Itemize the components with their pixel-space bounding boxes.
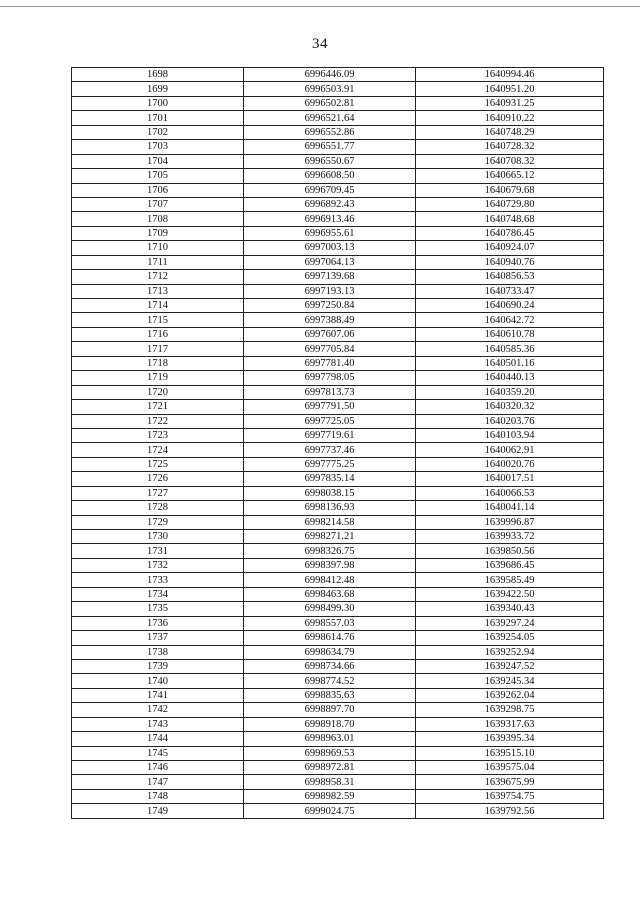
- x-coordinate-cell: 6997719.61: [244, 428, 416, 442]
- table-row: [72, 183, 604, 197]
- table-row: [72, 631, 604, 645]
- point-number-cell: 1737: [72, 631, 244, 645]
- x-coordinate-cell: 6997775.25: [244, 457, 416, 471]
- table-row: [72, 645, 604, 659]
- point-number-cell: 1742: [72, 703, 244, 717]
- point-number-cell: 1747: [72, 775, 244, 789]
- x-coordinate-cell: 6998463.68: [244, 587, 416, 601]
- x-coordinate-cell: 6996955.61: [244, 226, 416, 240]
- x-coordinate-cell: 6997064.13: [244, 255, 416, 269]
- x-coordinate-cell: 6997781.40: [244, 356, 416, 370]
- point-number-cell: 1734: [72, 587, 244, 601]
- point-number-cell: 1698: [72, 68, 244, 82]
- x-coordinate-cell: 6996892.43: [244, 197, 416, 211]
- y-coordinate-cell: 1640729.80: [416, 197, 604, 211]
- x-coordinate-cell: 6998634.79: [244, 645, 416, 659]
- y-coordinate-cell: 1639686.45: [416, 558, 604, 572]
- y-coordinate-cell: 1640066.53: [416, 486, 604, 500]
- y-coordinate-cell: 1640951.20: [416, 82, 604, 96]
- y-coordinate-cell: 1640708.32: [416, 154, 604, 168]
- y-coordinate-cell: 1639317.63: [416, 717, 604, 731]
- point-number-cell: 1730: [72, 530, 244, 544]
- point-number-cell: 1708: [72, 212, 244, 226]
- y-coordinate-cell: 1640940.76: [416, 255, 604, 269]
- point-number-cell: 1733: [72, 573, 244, 587]
- x-coordinate-cell: 6998897.70: [244, 703, 416, 717]
- y-coordinate-cell: 1639252.94: [416, 645, 604, 659]
- point-number-cell: 1745: [72, 746, 244, 760]
- x-coordinate-cell: 6998972.81: [244, 761, 416, 775]
- y-coordinate-cell: 1639933.72: [416, 530, 604, 544]
- table-row: [72, 573, 604, 587]
- table-row: [72, 616, 604, 630]
- table-row: [72, 486, 604, 500]
- point-number-cell: 1732: [72, 558, 244, 572]
- y-coordinate-cell: 1639675.99: [416, 775, 604, 789]
- point-number-cell: 1712: [72, 270, 244, 284]
- x-coordinate-cell: 6996608.50: [244, 169, 416, 183]
- x-coordinate-cell: 6997607.06: [244, 327, 416, 341]
- y-coordinate-cell: 1639262.04: [416, 688, 604, 702]
- table-row: [72, 761, 604, 775]
- point-number-cell: 1701: [72, 111, 244, 125]
- y-coordinate-cell: 1640020.76: [416, 457, 604, 471]
- y-coordinate-cell: 1640642.72: [416, 313, 604, 327]
- y-coordinate-cell: 1640320.32: [416, 400, 604, 414]
- x-coordinate-cell: 6997003.13: [244, 241, 416, 255]
- x-coordinate-cell: 6998969.53: [244, 746, 416, 760]
- y-coordinate-cell: 1639792.56: [416, 804, 604, 818]
- x-coordinate-cell: 6998963.01: [244, 732, 416, 746]
- point-number-cell: 1726: [72, 472, 244, 486]
- coordinates-table-body: [72, 68, 604, 819]
- table-row: [72, 82, 604, 96]
- point-number-cell: 1748: [72, 789, 244, 803]
- page-number: 34: [312, 36, 328, 52]
- x-coordinate-cell: 6996502.81: [244, 96, 416, 110]
- point-number-cell: 1715: [72, 313, 244, 327]
- point-number-cell: 1738: [72, 645, 244, 659]
- table-row: [72, 587, 604, 601]
- table-row: [72, 111, 604, 125]
- table-row: [72, 515, 604, 529]
- x-coordinate-cell: 6997139.68: [244, 270, 416, 284]
- y-coordinate-cell: 1639585.49: [416, 573, 604, 587]
- y-coordinate-cell: 1640748.29: [416, 125, 604, 139]
- point-number-cell: 1746: [72, 761, 244, 775]
- x-coordinate-cell: 6998038.15: [244, 486, 416, 500]
- point-number-cell: 1707: [72, 197, 244, 211]
- table-row: [72, 544, 604, 558]
- point-number-cell: 1740: [72, 674, 244, 688]
- x-coordinate-cell: 6998397.98: [244, 558, 416, 572]
- table-row: [72, 241, 604, 255]
- x-coordinate-cell: 6998734.66: [244, 659, 416, 673]
- point-number-cell: 1699: [72, 82, 244, 96]
- point-number-cell: 1731: [72, 544, 244, 558]
- x-coordinate-cell: 6997798.05: [244, 371, 416, 385]
- x-coordinate-cell: 6998835.63: [244, 688, 416, 702]
- table-row: [72, 284, 604, 298]
- table-row: [72, 443, 604, 457]
- table-row: [72, 96, 604, 110]
- table-row: [72, 558, 604, 572]
- table-row: [72, 688, 604, 702]
- point-number-cell: 1744: [72, 732, 244, 746]
- table-row: [72, 472, 604, 486]
- y-coordinate-cell: 1640665.12: [416, 169, 604, 183]
- table-row: [72, 68, 604, 82]
- table-row: [72, 371, 604, 385]
- table-row: [72, 197, 604, 211]
- y-coordinate-cell: 1640440.13: [416, 371, 604, 385]
- y-coordinate-cell: 1639422.50: [416, 587, 604, 601]
- point-number-cell: 1743: [72, 717, 244, 731]
- x-coordinate-cell: 6998614.76: [244, 631, 416, 645]
- point-number-cell: 1728: [72, 501, 244, 515]
- y-coordinate-cell: 1640585.36: [416, 342, 604, 356]
- point-number-cell: 1727: [72, 486, 244, 500]
- point-number-cell: 1721: [72, 400, 244, 414]
- x-coordinate-cell: 6997835.14: [244, 472, 416, 486]
- y-coordinate-cell: 1640856.53: [416, 270, 604, 284]
- table-row: [72, 804, 604, 818]
- point-number-cell: 1711: [72, 255, 244, 269]
- table-row: [72, 400, 604, 414]
- table-row: [72, 732, 604, 746]
- y-coordinate-cell: 1640690.24: [416, 299, 604, 313]
- table-row: [72, 659, 604, 673]
- point-number-cell: 1719: [72, 371, 244, 385]
- x-coordinate-cell: 6997737.46: [244, 443, 416, 457]
- y-coordinate-cell: 1639395.34: [416, 732, 604, 746]
- x-coordinate-cell: 6998774.52: [244, 674, 416, 688]
- point-number-cell: 1723: [72, 428, 244, 442]
- table-row: [72, 385, 604, 399]
- x-coordinate-cell: 6998412.48: [244, 573, 416, 587]
- x-coordinate-cell: 6996446.09: [244, 68, 416, 82]
- table-row: [72, 140, 604, 154]
- point-number-cell: 1725: [72, 457, 244, 471]
- point-number-cell: 1709: [72, 226, 244, 240]
- x-coordinate-cell: 6997388.49: [244, 313, 416, 327]
- point-number-cell: 1710: [72, 241, 244, 255]
- table-row: [72, 313, 604, 327]
- table-row: [72, 602, 604, 616]
- point-number-cell: 1736: [72, 616, 244, 630]
- y-coordinate-cell: 1639850.56: [416, 544, 604, 558]
- point-number-cell: 1716: [72, 327, 244, 341]
- table-row: [72, 342, 604, 356]
- x-coordinate-cell: 6998958.31: [244, 775, 416, 789]
- point-number-cell: 1703: [72, 140, 244, 154]
- point-number-cell: 1735: [72, 602, 244, 616]
- x-coordinate-cell: 6998326.75: [244, 544, 416, 558]
- point-number-cell: 1718: [72, 356, 244, 370]
- point-number-cell: 1702: [72, 125, 244, 139]
- point-number-cell: 1717: [72, 342, 244, 356]
- y-coordinate-cell: 1640910.22: [416, 111, 604, 125]
- y-coordinate-cell: 1640359.20: [416, 385, 604, 399]
- x-coordinate-cell: 6999024.75: [244, 804, 416, 818]
- y-coordinate-cell: 1639575.04: [416, 761, 604, 775]
- y-coordinate-cell: 1640786.45: [416, 226, 604, 240]
- x-coordinate-cell: 6996551.77: [244, 140, 416, 154]
- table-row: [72, 775, 604, 789]
- x-coordinate-cell: 6996913.46: [244, 212, 416, 226]
- y-coordinate-cell: 1640610.78: [416, 327, 604, 341]
- table-row: [72, 327, 604, 341]
- point-number-cell: 1739: [72, 659, 244, 673]
- table-row: [72, 169, 604, 183]
- y-coordinate-cell: 1640679.68: [416, 183, 604, 197]
- y-coordinate-cell: 1640728.32: [416, 140, 604, 154]
- table-row: [72, 717, 604, 731]
- y-coordinate-cell: 1639996.87: [416, 515, 604, 529]
- x-coordinate-cell: 6998918.70: [244, 717, 416, 731]
- y-coordinate-cell: 1640733.47: [416, 284, 604, 298]
- table-row: [72, 703, 604, 717]
- point-number-cell: 1700: [72, 96, 244, 110]
- x-coordinate-cell: 6997725.05: [244, 414, 416, 428]
- table-row: [72, 674, 604, 688]
- x-coordinate-cell: 6997791.50: [244, 400, 416, 414]
- y-coordinate-cell: 1639297.24: [416, 616, 604, 630]
- y-coordinate-cell: 1639515.10: [416, 746, 604, 760]
- point-number-cell: 1714: [72, 299, 244, 313]
- table-row: [72, 530, 604, 544]
- y-coordinate-cell: 1640924.07: [416, 241, 604, 255]
- x-coordinate-cell: 6998499.30: [244, 602, 416, 616]
- table-row: [72, 501, 604, 515]
- table-row: [72, 457, 604, 471]
- point-number-cell: 1704: [72, 154, 244, 168]
- top-rule: [0, 6, 640, 7]
- y-coordinate-cell: 1639254.05: [416, 631, 604, 645]
- x-coordinate-cell: 6996552.86: [244, 125, 416, 139]
- x-coordinate-cell: 6997813.73: [244, 385, 416, 399]
- y-coordinate-cell: 1640994.46: [416, 68, 604, 82]
- y-coordinate-cell: 1639245.34: [416, 674, 604, 688]
- table-row: [72, 789, 604, 803]
- y-coordinate-cell: 1639754.75: [416, 789, 604, 803]
- x-coordinate-cell: 6998136.93: [244, 501, 416, 515]
- table-row: [72, 212, 604, 226]
- y-coordinate-cell: 1640041.14: [416, 501, 604, 515]
- table-row: [72, 226, 604, 240]
- point-number-cell: 1741: [72, 688, 244, 702]
- y-coordinate-cell: 1640017.51: [416, 472, 604, 486]
- table-row: [72, 270, 604, 284]
- y-coordinate-cell: 1639340.43: [416, 602, 604, 616]
- point-number-cell: 1749: [72, 804, 244, 818]
- point-number-cell: 1720: [72, 385, 244, 399]
- point-number-cell: 1724: [72, 443, 244, 457]
- x-coordinate-cell: 6996503.91: [244, 82, 416, 96]
- y-coordinate-cell: 1640103.94: [416, 428, 604, 442]
- y-coordinate-cell: 1640062.91: [416, 443, 604, 457]
- table-row: [72, 414, 604, 428]
- table-row: [72, 746, 604, 760]
- table-row: [72, 255, 604, 269]
- point-number-cell: 1722: [72, 414, 244, 428]
- x-coordinate-cell: 6998271.21: [244, 530, 416, 544]
- table-row: [72, 125, 604, 139]
- x-coordinate-cell: 6996550.67: [244, 154, 416, 168]
- point-number-cell: 1705: [72, 169, 244, 183]
- table-row: [72, 299, 604, 313]
- point-number-cell: 1713: [72, 284, 244, 298]
- y-coordinate-cell: 1639298.75: [416, 703, 604, 717]
- y-coordinate-cell: 1639247.52: [416, 659, 604, 673]
- y-coordinate-cell: 1640501.16: [416, 356, 604, 370]
- x-coordinate-cell: 6998557.03: [244, 616, 416, 630]
- y-coordinate-cell: 1640203.76: [416, 414, 604, 428]
- y-coordinate-cell: 1640748.68: [416, 212, 604, 226]
- table-row: [72, 154, 604, 168]
- x-coordinate-cell: 6997193.13: [244, 284, 416, 298]
- table-row: [72, 356, 604, 370]
- x-coordinate-cell: 6997250.84: [244, 299, 416, 313]
- table-row: [72, 428, 604, 442]
- point-number-cell: 1706: [72, 183, 244, 197]
- x-coordinate-cell: 6997705.84: [244, 342, 416, 356]
- x-coordinate-cell: 6998982.59: [244, 789, 416, 803]
- point-number-cell: 1729: [72, 515, 244, 529]
- x-coordinate-cell: 6998214.58: [244, 515, 416, 529]
- x-coordinate-cell: 6996521.64: [244, 111, 416, 125]
- coordinates-table: [71, 67, 604, 819]
- y-coordinate-cell: 1640931.25: [416, 96, 604, 110]
- x-coordinate-cell: 6996709.45: [244, 183, 416, 197]
